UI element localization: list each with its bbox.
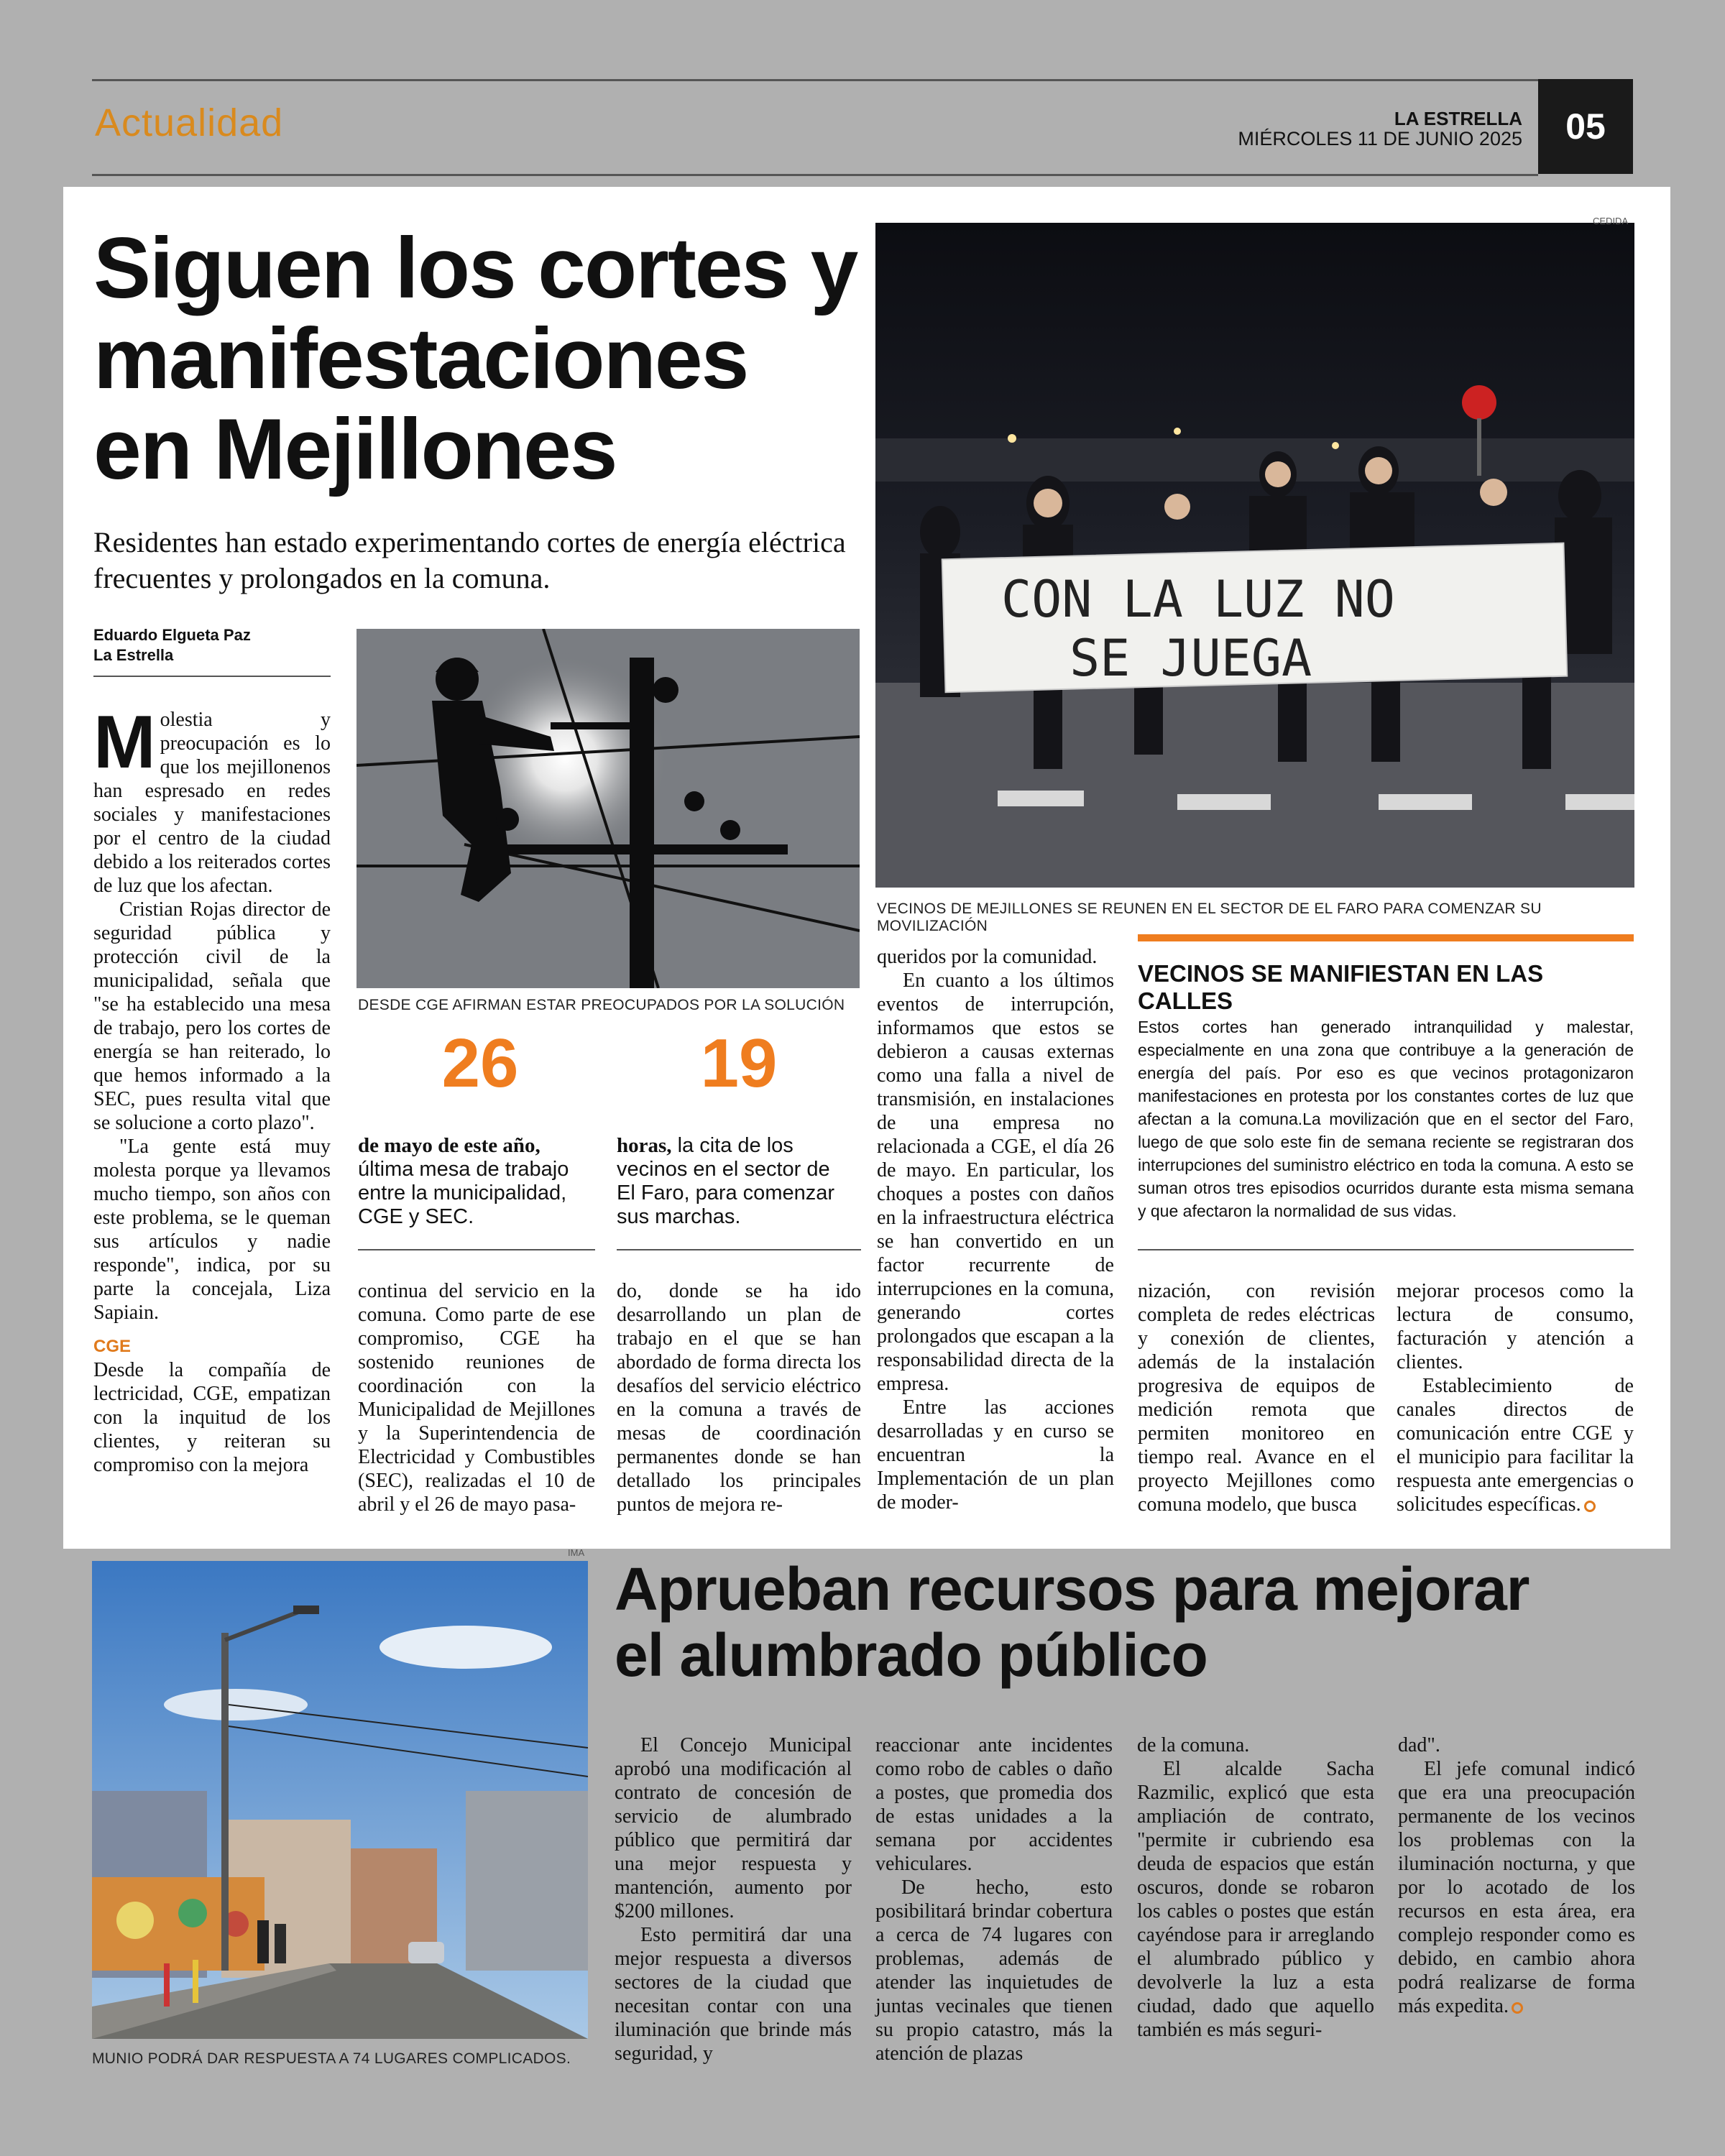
protest-photo-illustration	[875, 223, 1634, 888]
end-of-article-icon	[1512, 2002, 1523, 2014]
publication-date: MIÉRCOLES 11 DE JUNIO 2025	[1238, 128, 1522, 149]
outlet-name: La Estrella	[93, 646, 174, 664]
stats-rule-1	[358, 1249, 595, 1250]
article-headline: Siguen los cortes y manifestaciones en Mejillones	[93, 220, 857, 497]
body-column-3: do, donde se ha ido desarrollando un plan de trabajo en el que se han abordado de forma directa los desafíos del servicio eléctrico en la comuna a través de mesas de coordinación permanentes donde se han detallado los principales puntos de mejora re-	[617, 1280, 861, 1516]
section-title: Actualidad	[95, 101, 284, 144]
lineman-photo	[356, 629, 860, 988]
banner-line-1: CON LA LUZ NO	[1001, 570, 1395, 629]
byline-rule	[93, 676, 331, 677]
street-photo	[92, 1561, 588, 2039]
banner-line-2: SE JUEGA	[1070, 629, 1312, 688]
author-name: Eduardo Elgueta Paz	[93, 626, 251, 644]
protest-photo	[875, 223, 1634, 888]
page-number: 05	[1538, 79, 1633, 174]
bottom-article-headline: Aprueban recursos para mejorar el alumbrado público	[615, 1555, 1530, 1689]
body-column-6: mejorar procesos como la lectura de consumo, facturación y atención a clientes. Establecimiento de canales directos de comunicación entre CGE y el municipio para facilitar la respuesta ante emergencias o solicitudes específicas.	[1397, 1280, 1634, 1516]
stat-number-1: 26	[441, 1025, 519, 1102]
lead-paragraph: Molestia y preocupación es lo que los mejillonenos han espresado en redes sociales y manifestaciones por el centro de la ciudad debido a los reiterados cortes de luz que los afectan.	[93, 701, 331, 897]
stat-number-2: 19	[700, 1025, 778, 1102]
sidebar-box-text: Estos cortes han generado intranquilidad y malestar, especialmente en una zona que contribuye a la generación de energía del país. Por eso es que vecinos protagonizaron manifestaciones en protesta por los constantes cortes de luz que afectan a la comuna.La movilización que en el sector del Faro, luego de que solo este fin de semana reciente se registraran dos interrupciones del suministro eléctrico en toda la comuna. A esto se suman otros tres episodios ocurridos durante esta misma semana y que afectaron la normalidad de sus vidas.	[1138, 1018, 1634, 1220]
lineman-photo-caption: DESDE CGE AFIRMAN ESTAR PREOCUPADOS POR LA SOLUCIÓN	[358, 997, 845, 1013]
header-bottom-rule	[92, 174, 1538, 176]
bottom-column-4: dad". El jefe comunal indicó que era una preocupación permanente de los vecinos los problemas con la iluminación nocturna, y que por lo acotado de los recursos en esta área, era complejo responder como es debido, en cambio ahora podrá realizarse de forma más expedita.	[1398, 1734, 1635, 2017]
newspaper-name: LA ESTRELLA	[1394, 108, 1522, 129]
body-column-4: queridos por la comunidad. En cuanto a los últimos eventos de interrupción, informamos que estos se debieron a causas externas como una falla a nivel de transmisión, en instalaciones de una empresa no relacionada a CGE, el día 26 de mayo. En particular, los choques a postes con daños en la infraestructura eléctrica se han convertido en un factor recurrente de interrupciones en la comuna, generando cortes prolongados que escapan a la responsabilidad directa de la empresa. Entre las acciones desarrolladas y en curso se encuentran la Implementación de un plan de moder-	[877, 946, 1114, 1514]
drop-cap: M	[93, 701, 156, 784]
stats-rule-2	[617, 1249, 861, 1250]
byline	[93, 625, 331, 665]
subsection-kicker: CGE	[93, 1337, 132, 1356]
sidebar-box-bottom-rule	[1138, 1249, 1634, 1250]
body-column-1: Molestia y preocupación es lo que los mejillonenos han espresado en redes sociales y manifestaciones por el centro de la ciudad debido a los reiterados cortes de luz que los afectan. Cristian Rojas director de seguridad pública y protección civil de la municipalidad, señala que "se ha establecido una mesa de trabajo, pero los cortes de energía se han reiterado, lo que hemos informado a la SEC, pues resulta vital que se solucione a corto plazo". "La gente está muy molesta porque ya llevamos mucho tiempo, son años con este problema, se le queman sus artículos y nadie responde", indica, por su parte la concejala, Liza Sapiain. CGE Desde la compañía de lectricidad, CGE, empatizan con la inquitud de los clientes, y reiteran su compromiso con la mejora	[93, 701, 331, 1476]
bottom-column-1: El Concejo Municipal aprobó una modificación al contrato de concesión de servicio de alumbrado público que permitirá dar una mejor respuesta y mantención, aumento por $200 millones. Esto permitirá dar una mejor respuesta a diversos sectores de la ciudad que necesitan contar con una iluminación que brinde más seguridad, y	[615, 1734, 852, 2065]
sidebar-box-top-rule	[1138, 934, 1634, 941]
street-photo-caption: MUNIO PODRÁ DAR RESPUESTA A 74 LUGARES COMPLICADOS.	[92, 2050, 571, 2067]
street-photo-credit: IMA	[568, 1547, 585, 1558]
stat-text-2: horas, la cita de los vecinos en el sector de El Faro, para comenzar sus marchas.	[617, 1134, 835, 1228]
street-illustration	[92, 1561, 588, 2039]
bottom-column-2: reaccionar ante incidentes como robo de cables o daño a postes, que promedia dos de estas unidades a la semana por accidentes vehiculares. De hecho, esto posibilitará brindar cobertura a cerca de 74 lugares con problemas, además de atender las inquietudes de juntas vecinales que tienen su propio catastro, más la atención de plazas	[875, 1734, 1113, 2065]
protest-photo-credit: CEDIDA	[1593, 216, 1629, 226]
end-of-article-icon	[1584, 1501, 1596, 1512]
body-column-2: continua del servicio en la comuna. Como parte de ese compromiso, CGE ha sostenido reuniones de coordinación con la Municipalidad de Mejillones y la Superintendencia de Electricidad y Combustibles (SEC), realizadas el 10 de abril y el 26 de mayo pasa-	[358, 1280, 595, 1516]
top-article	[63, 187, 1670, 1549]
header-top-rule	[92, 79, 1633, 81]
body-column-5: nización, con revisión completa de redes eléctricas y conexión de clientes, además de la instalación progresiva de equipos de medición remota que permiten monitoreo en tiempo real. Avance en el proyecto Mejillones como comuna modelo, que busca	[1138, 1280, 1375, 1516]
protest-photo-caption: VECINOS DE MEJILLONES SE REUNEN EN EL SECTOR DE EL FARO PARA COMENZAR SU MOVILIZACIÓN	[877, 900, 1542, 934]
lineman-illustration	[356, 629, 860, 988]
article-subhead: Residentes han estado experimentando cortes de energía eléctrica frecuentes y prolongados en la comuna.	[93, 526, 846, 594]
bottom-column-3: de la comuna. El alcalde Sacha Razmilic, explicó que esta ampliación de contrato, "permite ir cubriendo esa deuda de espacios que están oscuros, donde se robaron los cables o postes que están cayéndose para ir arreglando el alumbrado público y devolverle la luz a esta ciudad, dado que aquello también es más seguri-	[1137, 1734, 1374, 2041]
stat-text-1: de mayo de este año, última mesa de trabajo entre la municipalidad, CGE y SEC.	[358, 1134, 569, 1228]
sidebar-box-title: VECINOS SE MANIFIESTAN EN LAS CALLES	[1138, 960, 1544, 1014]
